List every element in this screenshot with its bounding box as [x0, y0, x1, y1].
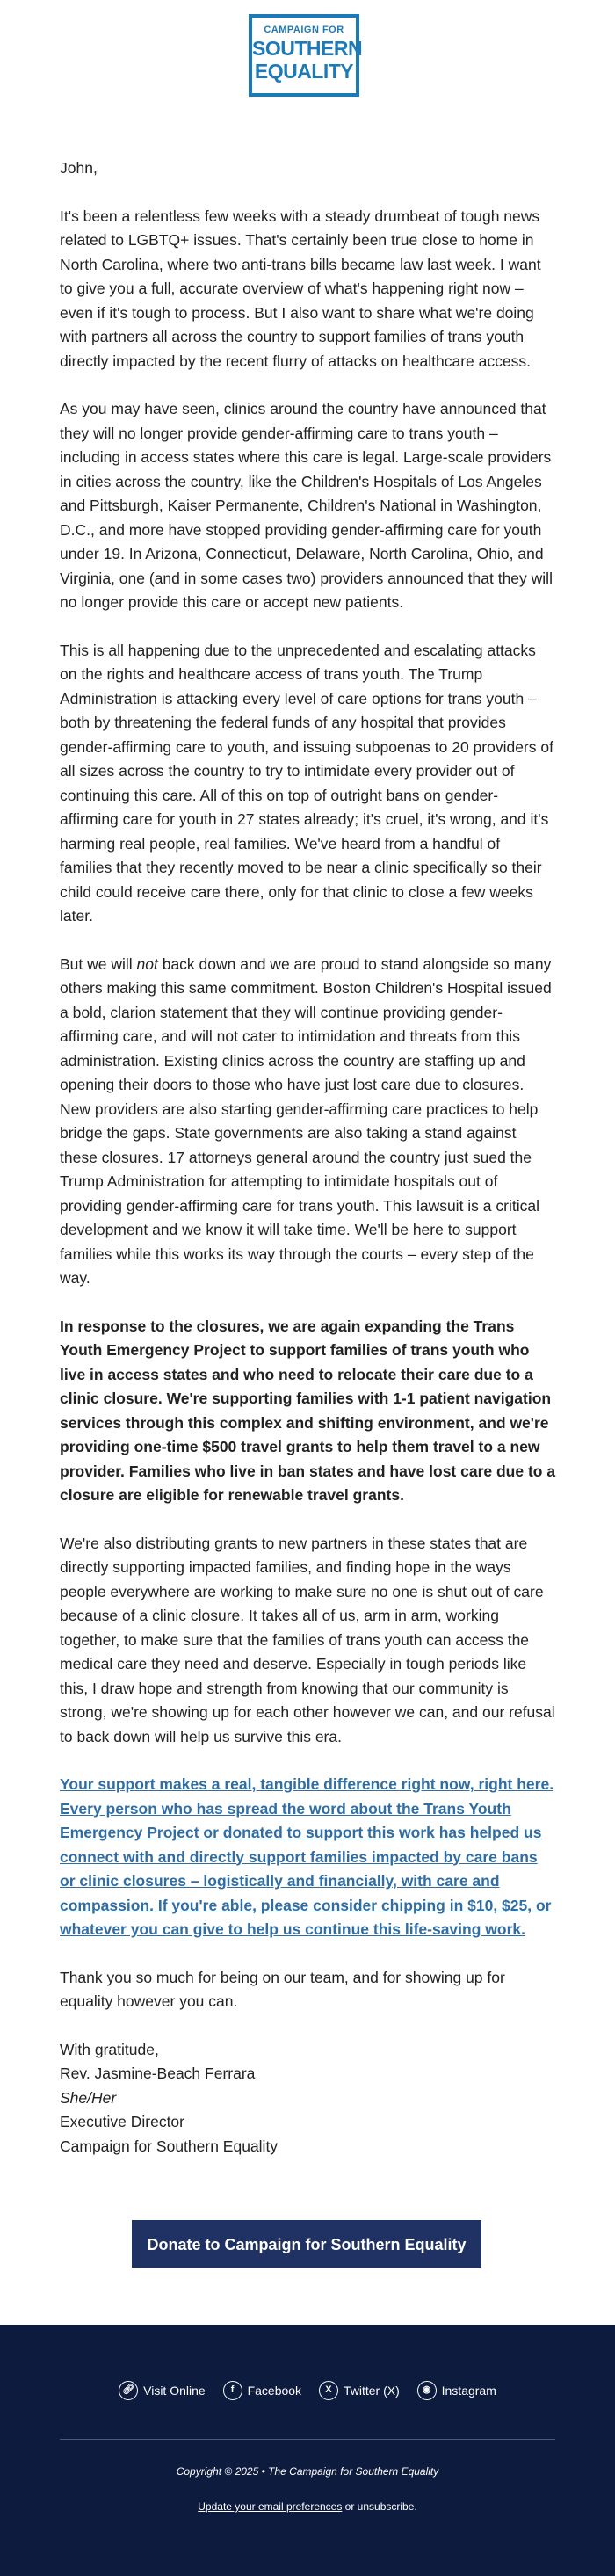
signer-title: Executive Director — [60, 2113, 184, 2130]
signoff: With gratitude, — [60, 2040, 159, 2058]
facebook-link[interactable] — [223, 2381, 301, 2400]
logo-line-3: EQUALITY — [254, 60, 354, 83]
visit-online-label: Visit Online — [143, 2384, 206, 2398]
preferences-line — [0, 2500, 615, 2513]
signer-pronouns: She/Her — [60, 2088, 117, 2107]
email-body — [60, 156, 556, 2182]
social-links — [0, 2381, 615, 2400]
facebook-label: Facebook — [247, 2384, 302, 2398]
bold-paragraph: In response to the closures, we are again expanding the Trans Youth Emergency Project to support families of trans youth who live in access states and who need to relocate their care due to a clinic closure. We're supporting families with 1-1 patient navigation services through this complex and shifting environment, and we're providing one-time $500 travel grants to help them travel to a new provider. Families who live in ban states and have lost care due to a closure are eligible for renewable travel grants. — [60, 1317, 556, 1504]
emphasis-not: not — [136, 954, 158, 973]
email-preferences-link[interactable]: Update your email preferences — [198, 2500, 343, 2513]
greeting: John, — [60, 159, 98, 177]
x-icon: X — [319, 2381, 338, 2400]
link-icon: 🔗︎ — [119, 2381, 138, 2400]
header — [0, 14, 615, 102]
twitter-link[interactable] — [319, 2381, 400, 2400]
facebook-icon: f — [223, 2381, 242, 2400]
donate-button[interactable]: Donate to Campaign for Southern Equality — [132, 2220, 481, 2268]
paragraph-2: As you may have seen, clinics around the country have announced that they will no longer provide gender-affirming care to trans youth – including in access states where this care is legal. Large-scale providers in cities across the country, like the Children's Hospitals of Los Angeles and Pittsburgh, Kaiser Permanente, Children's National in Washington, D.C., and more have stopped providing gender-affirming care for youth under 19. In Arizona, Connecticut, Delaware, North Carolina, Ohio, and Virginia, one (and in some cases two) providers announced that they will no longer provide this care or accept new patients. — [60, 400, 553, 611]
paragraph-4-start: But we will — [60, 954, 137, 973]
ask-paragraph — [60, 1773, 556, 1942]
twitter-label: Twitter (X) — [343, 2384, 400, 2398]
visit-online-link[interactable] — [119, 2381, 206, 2400]
logo[interactable] — [249, 14, 363, 97]
footer — [0, 2325, 615, 2576]
signer-name: Rev. Jasmine-Beach Ferrara — [60, 2064, 256, 2082]
paragraph-1: It's been a relentless few weeks with a steady drumbeat of tough news related to LGBTQ+ issues. That's certainly been true close to home in North Carolina, where two anti-trans bills became law last week. I want to give you a full, accurate overview of what's happening right now – even if it's tough to process. But I also want to share what we're doing with partners all across the country to support families of trans youth directly impacted by the recent flurry of attacks on healthcare access. — [60, 207, 541, 370]
footer-divider — [60, 2439, 555, 2440]
instagram-link[interactable] — [417, 2381, 496, 2400]
paragraph-6: We're also distributing grants to new partners in these states that are directly supporting impacted families, and finding hope in the ways people everywhere are working to make sure no one is shut out of care because of a clinic closure. It takes all of us, arm in arm, working together, to make sure that the families of trans youth can access the medical care they need and deserve. Especially in tough periods like this, I draw hope and strength from knowing that our community is strong, we're showing up for each other however we can, and our refusal to back down will help us survive this era. — [60, 1534, 555, 1745]
donate-ask-link[interactable]: Your support makes a real, tangible difference right now, right here. Every person who has spread the word about the Trans Youth Emergency Project or donated to support this work has helped us connect with and directly support families impacted by care bans or clinic closures – logistically and financially, with care and compassion. If you're able, please consider chipping in $10, $25, or whatever you can give to help us continue this life-saving work. — [60, 1775, 554, 1938]
unsubscribe-text: or unsubscribe. — [342, 2500, 417, 2513]
thanks-paragraph: Thank you so much for being on our team, and for showing up for equality however you can. — [60, 1968, 505, 2010]
logo-line-2: SOUTHERN — [252, 37, 363, 60]
paragraph-4-rest: back down and we are proud to stand alongside so many others making this same commitment. Boston Children's Hospital issued a bold, clarion statement that they will continue providing gender-affirming care, and will not cater to intimidation and threats from this administration. Existing clinics across the country are staffing up and opening their doors to those who have just lost care due to closures. New providers are also starting gender-affirming care practices to help bridge the gaps. State governments are also taking a stand against these closures. 17 attorneys general around the country just sued the Trump Administration for attempting to intimidate hospitals out of providing gender-affirming care for trans youth. This lawsuit is a critical development and we know it will take time. We'll be here to support families while this works its way through the courts – every step of the way. — [60, 954, 552, 1287]
signer-org: Campaign for Southern Equality — [60, 2137, 279, 2155]
paragraph-4 — [60, 953, 556, 1291]
instagram-label: Instagram — [441, 2384, 496, 2398]
instagram-icon: ◉ — [417, 2381, 437, 2400]
copyright: Copyright © 2025 • The Campaign for Southern Equality — [176, 2465, 439, 2478]
logo-line-1: CAMPAIGN FOR — [264, 25, 344, 35]
signature — [60, 2038, 556, 2159]
paragraph-3: This is all happening due to the unprecedented and escalating attacks on the rights and healthcare access of trans youth. The Trump Administration is attacking every level of care options for trans youth – both by threatening the federal funds of any hospital that provides gender-affirming care to youth, and issuing subpoenas to 20 providers of all sizes across the country to try to intimidate every provider out of continuing this care. All of this on top of outright bans on gender-affirming care for youth in 27 states already; it's cruel, it's wrong, and it's harming real people, real families. We've heard from a handful of families that they recently moved to be near a clinic specifically so their child could receive care there, only for that clinic to close a few weeks later. — [60, 641, 554, 925]
